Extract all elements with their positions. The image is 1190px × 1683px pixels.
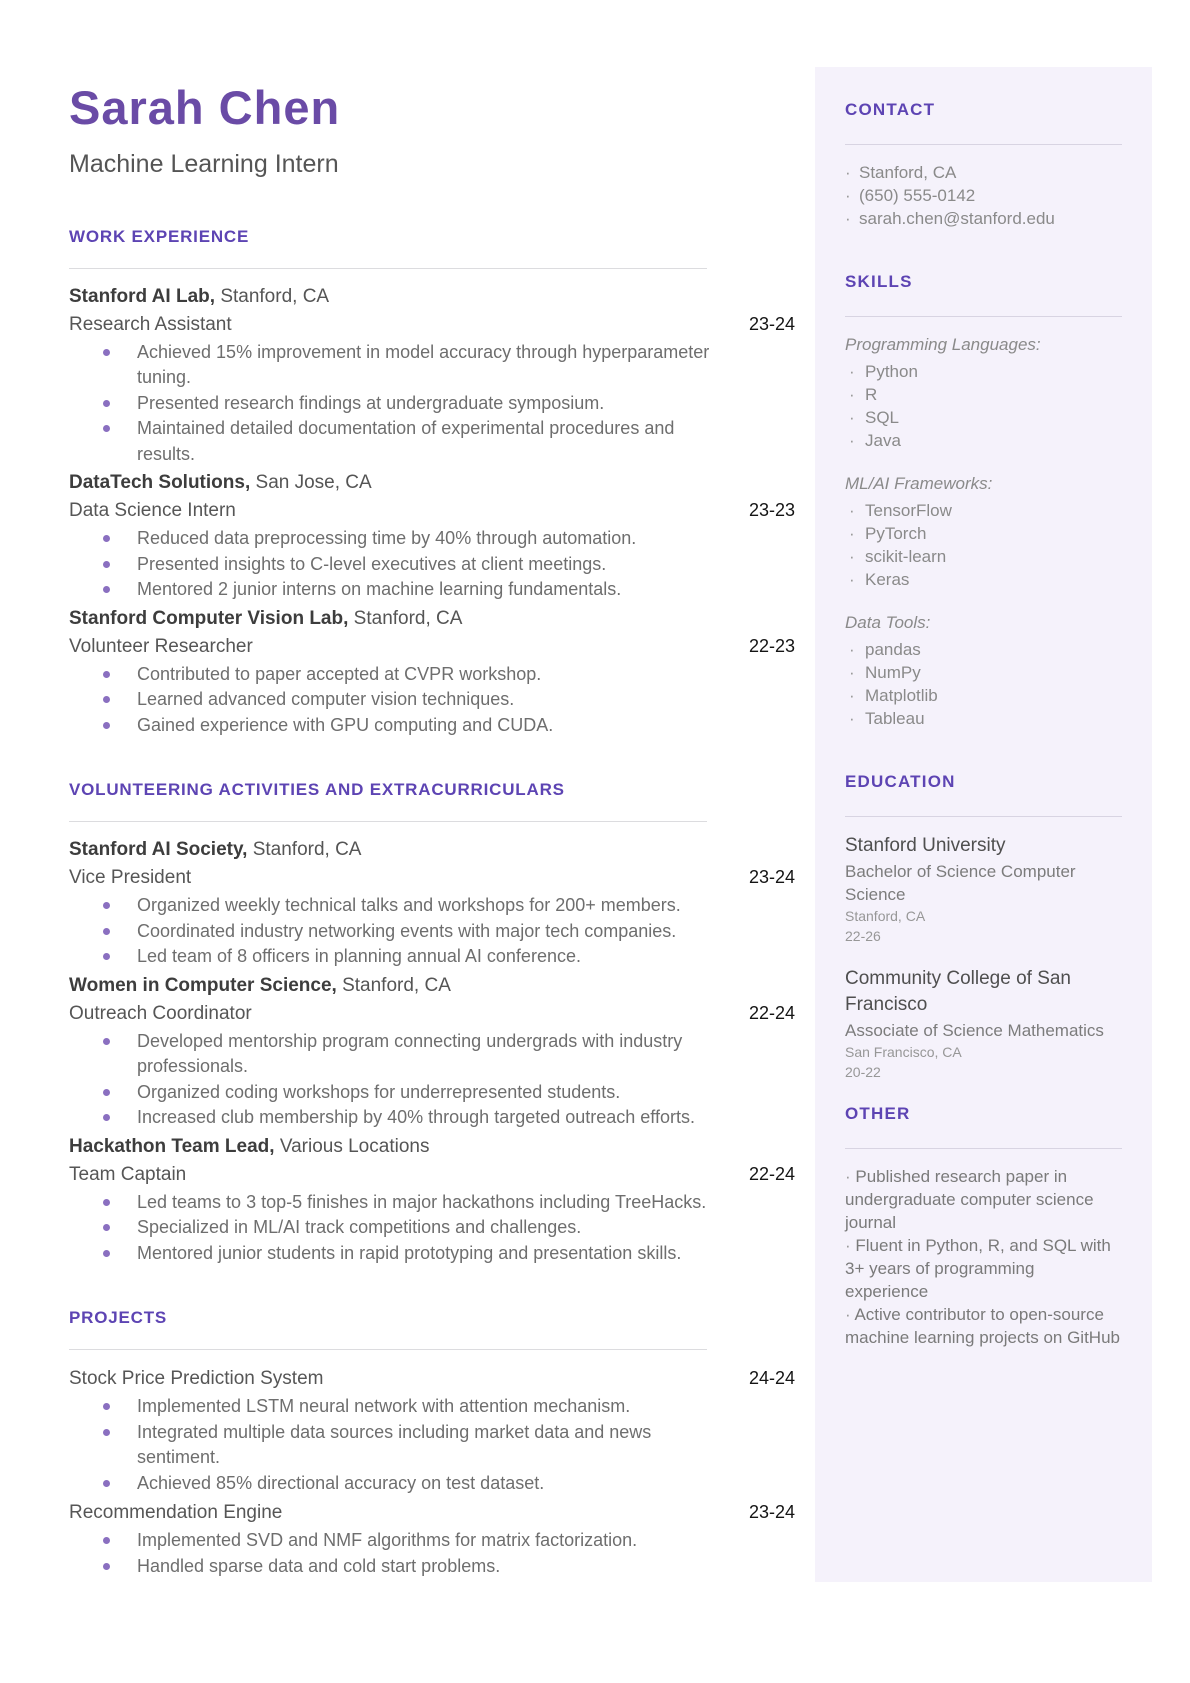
skill-item <box>845 360 1122 383</box>
project-entry <box>69 1365 795 1496</box>
resume-title: Machine Learning Intern <box>69 149 339 178</box>
bullet-icon <box>103 561 110 568</box>
bullet-icon <box>103 586 110 593</box>
bullet-icon <box>103 1429 110 1436</box>
bullet-item <box>69 416 795 467</box>
skill-name: Matplotlib <box>865 686 938 705</box>
entry-role-line <box>69 311 795 338</box>
skill-item <box>845 707 1122 730</box>
skill-name: Python <box>865 362 918 381</box>
entry-role: Outreach Coordinator <box>69 1002 252 1024</box>
bullet-text: Presented insights to C-level executives at client meetings. <box>137 553 607 574</box>
volunteering-entry <box>69 837 795 970</box>
work-entry <box>69 606 795 739</box>
skill-group-label: Data Tools: <box>845 613 931 632</box>
bullet-text: Developed mentorship program connecting undergrads with industry professionals. <box>137 1030 683 1077</box>
entry-role: Data Science Intern <box>69 500 236 522</box>
bullet-item <box>69 713 795 739</box>
sidebar-divider <box>845 1148 1122 1149</box>
entry-bullets <box>69 1394 795 1496</box>
sidebar-divider <box>845 816 1122 817</box>
bullet-icon <box>849 638 865 661</box>
sidebar <box>815 67 1152 1582</box>
bullet-icon <box>103 1480 110 1487</box>
bullet-item <box>69 944 795 970</box>
bullet-text: Led team of 8 officers in planning annual AI conference. <box>137 946 581 967</box>
sidebar-heading-education: EDUCATION <box>845 772 956 791</box>
entry-dates: 22-24 <box>748 1002 795 1023</box>
bullet-icon <box>103 902 110 909</box>
skill-name: TensorFlow <box>865 501 952 520</box>
school-degree: Associate of Science Mathematics <box>845 1021 1104 1040</box>
bullet-item <box>69 552 795 578</box>
bullet-icon <box>103 1089 110 1096</box>
contact-item <box>845 207 1122 230</box>
bullet-text: Gained experience with GPU computing and CUDA. <box>137 714 554 735</box>
project-name: Recommendation Engine <box>69 1502 283 1524</box>
bullet-item <box>69 1241 795 1267</box>
bullet-icon <box>103 1563 110 1570</box>
entry-role-line <box>69 1499 795 1526</box>
other-item: · Fluent in Python, R, and SQL with 3+ years of programming experience <box>845 1234 1122 1303</box>
bullet-text: Coordinated industry networking events with major tech companies. <box>137 920 677 941</box>
bullet-item <box>69 1554 795 1580</box>
skill-name: SQL <box>865 408 900 427</box>
bullet-icon <box>103 425 110 432</box>
entry-org: DataTech Solutions, <box>69 472 251 494</box>
entry-bullets <box>69 1190 795 1267</box>
entry-dates: 22-24 <box>748 1163 795 1184</box>
bullet-icon <box>849 707 865 730</box>
section-divider <box>69 821 707 822</box>
bullet-icon <box>103 696 110 703</box>
entry-dates: 23-23 <box>748 500 795 521</box>
bullet-icon <box>845 184 859 207</box>
skill-group-label: ML/AI Frameworks: <box>845 474 993 493</box>
bullet-item <box>69 340 795 391</box>
bullet-item <box>69 893 795 919</box>
skill-item <box>845 684 1122 707</box>
sidebar-heading-contact: CONTACT <box>845 100 936 119</box>
contact-location: Stanford, CA <box>859 163 957 182</box>
section-heading-projects: PROJECTS <box>69 1308 168 1328</box>
entry-role-line <box>69 1161 795 1188</box>
contact-phone: (650) 555-0142 <box>859 186 976 205</box>
bullet-text: Handled sparse data and cold start problems. <box>137 1555 501 1576</box>
entry-dates: 23-24 <box>748 867 795 888</box>
skill-item <box>845 429 1122 452</box>
sidebar-section-other <box>845 1104 1122 1349</box>
bullet-icon <box>849 661 865 684</box>
skill-name: Tableau <box>865 709 925 728</box>
bullet-item <box>69 1394 795 1420</box>
skill-item <box>845 406 1122 429</box>
bullet-text: Increased club membership by 40% through targeted outreach efforts. <box>137 1107 695 1128</box>
bullet-text: Presented research findings at undergraduate symposium. <box>137 392 605 413</box>
bullet-item <box>69 1029 795 1080</box>
bullet-item <box>69 1215 795 1241</box>
bullet-text: Organized weekly technical talks and workshops for 200+ members. <box>137 895 681 916</box>
other-item: · Active contributor to open-source machine learning projects on GitHub <box>845 1303 1122 1349</box>
education-entry <box>845 833 1122 946</box>
bullet-text: Maintained detailed documentation of experimental procedures and results. <box>137 418 675 464</box>
bullet-icon <box>103 1038 110 1045</box>
skill-group <box>845 472 1122 591</box>
volunteering-entry <box>69 973 795 1131</box>
skill-name: Keras <box>865 570 910 589</box>
entry-role-line <box>69 864 795 891</box>
bullet-item <box>69 1105 795 1131</box>
bullet-icon <box>103 953 110 960</box>
bullet-icon <box>845 161 859 184</box>
entry-role: Vice President <box>69 867 192 889</box>
bullet-icon <box>849 406 865 429</box>
school-degree: Bachelor of Science Computer Science <box>845 862 1076 904</box>
main-column <box>69 82 795 1621</box>
bullet-icon <box>103 349 110 356</box>
entry-bullets <box>69 662 795 739</box>
bullet-item <box>69 391 795 417</box>
bullet-item <box>69 662 795 688</box>
school-name: Community College of San Francisco <box>845 968 1071 1015</box>
sidebar-divider <box>845 316 1122 317</box>
bullet-text: Implemented SVD and NMF algorithms for matrix factorization. <box>137 1530 638 1551</box>
bullet-text: Led teams to 3 top-5 finishes in major hackathons including TreeHacks. <box>137 1191 707 1212</box>
bullet-icon <box>845 207 859 230</box>
skill-item <box>845 661 1122 684</box>
entry-org: Stanford AI Lab, <box>69 285 216 307</box>
entry-location: Stanford, CA <box>342 974 451 996</box>
bullet-icon <box>103 1250 110 1257</box>
entry-org-line <box>69 470 795 496</box>
bullet-icon <box>849 360 865 383</box>
bullet-icon <box>849 684 865 707</box>
entry-dates: 23-24 <box>748 313 795 334</box>
bullet-item <box>69 577 795 603</box>
section-projects <box>69 1308 795 1579</box>
contact-email: sarah.chen@stanford.edu <box>859 209 1055 228</box>
entry-bullets <box>69 893 795 970</box>
entry-location: Stanford, CA <box>220 285 330 307</box>
bullet-icon <box>103 1199 110 1206</box>
bullet-item <box>69 526 795 552</box>
work-entry <box>69 470 795 603</box>
school-name: Stanford University <box>845 835 1006 856</box>
bullet-text: Achieved 85% directional accuracy on test dataset. <box>137 1472 545 1493</box>
bullet-icon <box>103 400 110 407</box>
entry-role-line <box>69 1365 795 1392</box>
entry-location: Stanford, CA <box>252 839 362 861</box>
skill-name: scikit-learn <box>865 547 947 566</box>
entry-role: Research Assistant <box>69 313 232 335</box>
sidebar-heading-skills: SKILLS <box>845 272 913 291</box>
bullet-icon <box>849 429 865 452</box>
entry-bullets <box>69 526 795 603</box>
bullet-icon <box>103 535 110 542</box>
work-entry <box>69 284 795 468</box>
bullet-icon <box>849 499 865 522</box>
entry-org-line <box>69 606 795 632</box>
skill-item <box>845 522 1122 545</box>
skill-item <box>845 383 1122 406</box>
bullet-text: Contributed to paper accepted at CVPR workshop. <box>137 663 542 684</box>
section-heading-work-experience: WORK EXPERIENCE <box>69 226 250 246</box>
entry-location: Various Locations <box>279 1135 430 1157</box>
contact-item <box>845 184 1122 207</box>
other-item: · Published research paper in undergraduate computer science journal <box>845 1165 1122 1234</box>
bullet-icon <box>849 522 865 545</box>
bullet-icon <box>849 383 865 406</box>
sidebar-divider <box>845 144 1122 145</box>
bullet-text: Mentored 2 junior interns on machine learning fundamentals. <box>137 579 622 600</box>
bullet-text: Achieved 15% improvement in model accuracy through hyperparameter tuning. <box>137 341 710 388</box>
bullet-icon <box>103 722 110 729</box>
entry-org-line <box>69 1134 795 1160</box>
skill-name: R <box>865 385 878 404</box>
skill-item <box>845 499 1122 522</box>
entry-dates: 24-24 <box>748 1368 795 1389</box>
bullet-text: Organized coding workshops for underrepresented students. <box>137 1081 621 1102</box>
entry-role-line <box>69 497 795 524</box>
section-work-experience <box>69 227 795 739</box>
skill-item <box>845 568 1122 591</box>
skill-item <box>845 638 1122 661</box>
sidebar-section-skills <box>845 272 1122 730</box>
section-divider <box>69 1349 707 1350</box>
entry-org: Hackathon Team Lead, <box>69 1135 275 1157</box>
school-location: Stanford, CA <box>845 908 926 924</box>
skill-group-label: Programming Languages: <box>845 335 1041 354</box>
sidebar-heading-other: OTHER <box>845 1104 911 1123</box>
bullet-text: Implemented LSTM neural network with attention mechanism. <box>137 1396 631 1417</box>
entry-org-line <box>69 973 795 999</box>
bullet-text: Mentored junior students in rapid prototyping and presentation skills. <box>137 1242 682 1263</box>
bullet-item <box>69 1528 795 1554</box>
bullet-icon <box>103 928 110 935</box>
bullet-icon <box>103 1224 110 1231</box>
bullet-text: Learned advanced computer vision techniques. <box>137 689 515 710</box>
bullet-text: Specialized in ML/AI track competitions and challenges. <box>137 1217 582 1238</box>
resume-name: Sarah Chen <box>69 81 341 134</box>
school-dates: 22-26 <box>845 928 881 944</box>
bullet-icon <box>103 1537 110 1544</box>
contact-item <box>845 161 1122 184</box>
entry-org-line <box>69 837 795 863</box>
bullet-text: Integrated multiple data sources including market data and news sentiment. <box>137 1421 652 1468</box>
bullet-item <box>69 1420 795 1471</box>
bullet-icon <box>103 671 110 678</box>
skill-group <box>845 333 1122 452</box>
bullet-text: Reduced data preprocessing time by 40% through automation. <box>137 528 637 549</box>
bullet-icon <box>849 568 865 591</box>
bullet-item <box>69 687 795 713</box>
entry-dates: 22-23 <box>748 635 795 656</box>
skill-name: NumPy <box>865 663 921 682</box>
bullet-item <box>69 1080 795 1106</box>
entry-location: Stanford, CA <box>353 607 463 629</box>
entry-org-line <box>69 284 795 310</box>
entry-role: Team Captain <box>69 1163 187 1185</box>
entry-org: Stanford Computer Vision Lab, <box>69 607 349 629</box>
entry-role-line <box>69 633 795 660</box>
entry-bullets <box>69 1528 795 1579</box>
bullet-icon <box>849 545 865 568</box>
education-entry <box>845 966 1122 1082</box>
skill-name: PyTorch <box>865 524 927 543</box>
entry-bullets <box>69 1029 795 1131</box>
skill-name: pandas <box>865 640 921 659</box>
entry-org: Stanford AI Society, <box>69 839 248 861</box>
project-name: Stock Price Prediction System <box>69 1368 324 1390</box>
skill-name: Java <box>865 431 901 450</box>
entry-bullets <box>69 340 795 468</box>
skill-item <box>845 545 1122 568</box>
bullet-item <box>69 1190 795 1216</box>
entry-dates: 23-24 <box>748 1502 795 1523</box>
bullet-icon <box>103 1403 110 1410</box>
project-entry <box>69 1499 795 1579</box>
school-location: San Francisco, CA <box>845 1044 962 1060</box>
bullet-item <box>69 919 795 945</box>
entry-role-line <box>69 1000 795 1027</box>
skill-group <box>845 611 1122 730</box>
section-volunteering <box>69 780 795 1266</box>
sidebar-section-education <box>845 772 1122 1082</box>
bullet-item <box>69 1471 795 1497</box>
entry-role: Volunteer Researcher <box>69 635 253 657</box>
school-dates: 20-22 <box>845 1064 881 1080</box>
entry-org: Women in Computer Science, <box>69 974 337 996</box>
bullet-icon <box>103 1114 110 1121</box>
section-heading-volunteering: VOLUNTEERING ACTIVITIES AND EXTRACURRICULARS <box>69 780 565 800</box>
section-divider <box>69 268 707 269</box>
entry-location: San Jose, CA <box>255 472 372 494</box>
volunteering-entry <box>69 1134 795 1267</box>
